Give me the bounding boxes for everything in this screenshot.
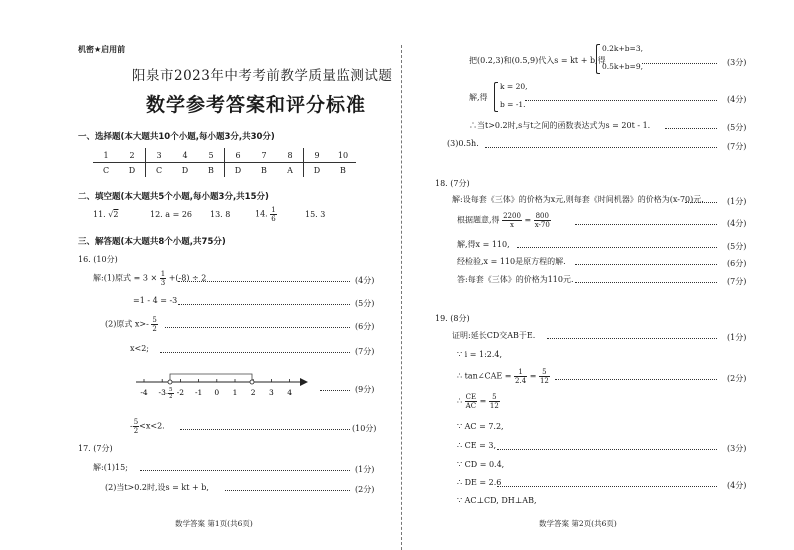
q19-tan-eq: ∴ tan∠CAE = $\frac{1}{2.4}$ = $\frac{5}{12}$ bbox=[457, 368, 549, 385]
number-line-label: 2 bbox=[250, 388, 256, 397]
dotted-leader bbox=[497, 486, 717, 487]
score-mark: (4分) bbox=[727, 481, 747, 490]
q19-cd: ∵ CD = 0.4, bbox=[457, 460, 505, 469]
answer-key-title: 数学参考答案和评分标准 bbox=[146, 94, 367, 116]
fill-answer-11: 11. √2 bbox=[93, 210, 119, 219]
dotted-leader bbox=[178, 281, 350, 282]
dotted-leader bbox=[178, 304, 350, 305]
dotted-leader bbox=[485, 147, 717, 148]
dotted-leader bbox=[497, 449, 717, 450]
q17-step-2: (2)当t>0.2时,设s = kt + b, bbox=[105, 483, 209, 492]
open-point-left bbox=[168, 380, 172, 384]
q18-answer: 答:每套《三体》的价格为110元. bbox=[457, 275, 574, 284]
q17-step-1: 解:(1)15; bbox=[93, 463, 128, 472]
score-mark: (1分) bbox=[727, 333, 747, 342]
number-line-label: -4 bbox=[140, 388, 148, 397]
score-mark: (7分) bbox=[727, 277, 747, 286]
q19-step-1: 证明:延长CD交AB于E. bbox=[452, 331, 536, 340]
score-mark: (7分) bbox=[355, 347, 375, 356]
dotted-leader bbox=[525, 100, 717, 101]
score-mark: (5分) bbox=[727, 123, 747, 132]
solution-k: k = 20, bbox=[500, 82, 528, 91]
mc-question-number: 5 bbox=[198, 148, 225, 163]
score-mark: (4分) bbox=[727, 95, 747, 104]
dotted-leader bbox=[575, 224, 717, 225]
system-eq-2: 0.5k+b=9, bbox=[602, 62, 643, 71]
q16-final-answer: - $\frac{5}{2}$ <x<2. bbox=[130, 418, 165, 435]
mc-answer: D bbox=[313, 165, 321, 175]
q18-equation: 根据题意,得 $\frac{2200}{x}$ = $\frac{800}{x-70}$ bbox=[457, 212, 550, 229]
q19-de: ∴ DE = 2.6 bbox=[457, 478, 502, 487]
dotted-leader bbox=[685, 202, 717, 203]
mc-question-number: 8 bbox=[277, 148, 304, 163]
q19-given-slope: ∵ i = 1:2.4, bbox=[457, 350, 503, 359]
q18-solve: 解,得x = 110, bbox=[457, 240, 510, 249]
number-line-label: 3 bbox=[269, 388, 274, 397]
mc-answer: B bbox=[261, 165, 267, 175]
equation-brace bbox=[494, 82, 498, 112]
section-fill-blank: 二、填空题(本大题共5个小题,每小题3分,共15分) bbox=[78, 192, 269, 202]
mc-question-number: 1 bbox=[93, 148, 119, 163]
system-eq-1: 0.2k+b=3, bbox=[602, 44, 643, 53]
section-solutions: 三、解答题(本大题共8个小题,共75分) bbox=[78, 237, 226, 247]
score-mark: (7分) bbox=[727, 142, 747, 151]
fill-answer-15: 15. 3 bbox=[305, 210, 326, 219]
q19-ratio: ∴ $\frac{CE}{AC}$ = $\frac{5}{12}$ bbox=[457, 393, 499, 410]
q17-part-3: (3)0.5h. bbox=[447, 139, 479, 148]
score-mark: (6分) bbox=[355, 322, 375, 331]
page-footer: 数学答案 第2页(共6页) bbox=[539, 519, 617, 528]
score-mark: (1分) bbox=[355, 465, 375, 474]
mc-question-number: 10 bbox=[330, 148, 356, 163]
score-mark: (5分) bbox=[727, 242, 747, 251]
score-mark: (4分) bbox=[355, 276, 375, 285]
section-multiple-choice: 一、选择题(本大题共10个小题,每小题3分,共30分) bbox=[78, 132, 275, 142]
dotted-leader bbox=[665, 128, 717, 129]
q16-step-3: (2)原式 x>- $\frac{5}{2}$ bbox=[105, 316, 157, 333]
score-mark: (2分) bbox=[355, 485, 375, 494]
score-mark: (3分) bbox=[727, 58, 747, 67]
number-line-label: -1 bbox=[194, 388, 203, 397]
dotted-leader bbox=[547, 338, 717, 339]
arrow-right-icon bbox=[300, 378, 308, 386]
mc-question-number: 6 bbox=[225, 148, 252, 163]
number-line-figure bbox=[128, 367, 318, 403]
score-mark: (2分) bbox=[727, 374, 747, 383]
dotted-leader bbox=[575, 264, 717, 265]
number-line-label: 1 bbox=[232, 388, 238, 397]
axis-mark-minus-five-halves: - $\frac{5}{2}$ bbox=[166, 387, 173, 400]
mc-question-number: 9 bbox=[304, 148, 331, 163]
mc-question-number: 4 bbox=[172, 148, 198, 163]
q17-conclusion: ∴当t>0.2时,s与t之间的函数表达式为s = 20t - 1. bbox=[469, 121, 651, 130]
q16-step-4: x<2; bbox=[130, 344, 149, 353]
mc-answer: C bbox=[155, 165, 163, 175]
score-mark: (10分) bbox=[352, 424, 377, 433]
mc-answer: B bbox=[198, 163, 225, 178]
q16-step-2: =1 - 4 = -3 bbox=[133, 296, 178, 305]
score-mark: (9分) bbox=[355, 385, 375, 394]
q17-step-3: 把(0.2,3)和(0.5,9)代入s = kt + b,得 bbox=[469, 56, 606, 65]
page-footer: 数学答案 第1页(共6页) bbox=[175, 519, 253, 528]
mc-answer: B bbox=[340, 165, 346, 175]
dotted-leader bbox=[180, 429, 350, 430]
question-19-header: 19. (8分) bbox=[435, 314, 470, 323]
dotted-leader bbox=[320, 390, 350, 391]
dotted-leader bbox=[575, 282, 717, 283]
score-mark: (6分) bbox=[727, 259, 747, 268]
mc-question-number: 7 bbox=[251, 148, 277, 163]
q19-ce: ∴ CE = 3, bbox=[457, 441, 497, 450]
exam-title: 阳泉市2023年中考考前教学质量监测试题 bbox=[132, 68, 393, 84]
confidential-mark: 机密★启用前 bbox=[78, 45, 126, 54]
q18-step-1: 解:设每套《三体》的价格为x元,则每套《时间机器》的价格为(x-70)元. bbox=[452, 195, 704, 204]
number-line-label: -3 bbox=[158, 388, 166, 397]
score-mark: (3分) bbox=[727, 444, 747, 453]
number-line-label: 0 bbox=[214, 388, 220, 397]
mc-question-number: 2 bbox=[119, 148, 146, 163]
mc-answer: C bbox=[102, 165, 110, 175]
fill-answer-12: 12. a = 26 bbox=[150, 210, 193, 219]
dotted-leader bbox=[555, 379, 717, 380]
dotted-leader bbox=[225, 490, 350, 491]
q16-step-1: 解:(1)原式 = 3 × $\frac{1}{3}$ +(-8) ÷ 2 bbox=[93, 270, 207, 287]
multiple-choice-answer-table bbox=[93, 148, 356, 177]
question-18-header: 18. (7分) bbox=[435, 179, 470, 188]
solution-range-bracket bbox=[170, 374, 252, 382]
score-mark: (1分) bbox=[727, 197, 747, 206]
equation-brace bbox=[596, 44, 600, 74]
mc-question-number: 3 bbox=[146, 148, 173, 163]
question-17-header: 17. (7分) bbox=[78, 444, 113, 453]
solution-b: b = -1. bbox=[500, 100, 526, 109]
q19-ac: ∵ AC = 7.2, bbox=[457, 422, 504, 431]
mc-answer: D bbox=[234, 165, 242, 175]
dotted-leader bbox=[160, 352, 350, 353]
score-mark: (5分) bbox=[355, 299, 375, 308]
dotted-leader bbox=[517, 247, 717, 248]
mc-answer: D bbox=[181, 165, 189, 175]
fill-answer-14: 14. $\frac{1}{6}$ bbox=[255, 206, 276, 223]
dotted-leader bbox=[642, 63, 717, 64]
mc-answer: D bbox=[119, 163, 146, 178]
dotted-leader bbox=[165, 327, 350, 328]
open-point-right bbox=[250, 380, 254, 384]
mc-answer: A bbox=[277, 163, 304, 178]
score-mark: (4分) bbox=[727, 219, 747, 228]
number-line-label: -2 bbox=[176, 388, 185, 397]
q18-check: 经检验,x = 110是原方程的解. bbox=[457, 257, 566, 266]
dotted-leader bbox=[140, 470, 350, 471]
fill-answer-13: 13. 8 bbox=[210, 210, 231, 219]
answer-page-2 bbox=[397, 0, 794, 550]
q17-solve: 解,得 bbox=[469, 93, 488, 102]
q19-perpendicular: ∵ AC⊥CD, DH⊥AB, bbox=[457, 496, 537, 505]
question-16-header: 16. (10分) bbox=[78, 255, 118, 264]
number-line-label: 4 bbox=[287, 388, 292, 397]
